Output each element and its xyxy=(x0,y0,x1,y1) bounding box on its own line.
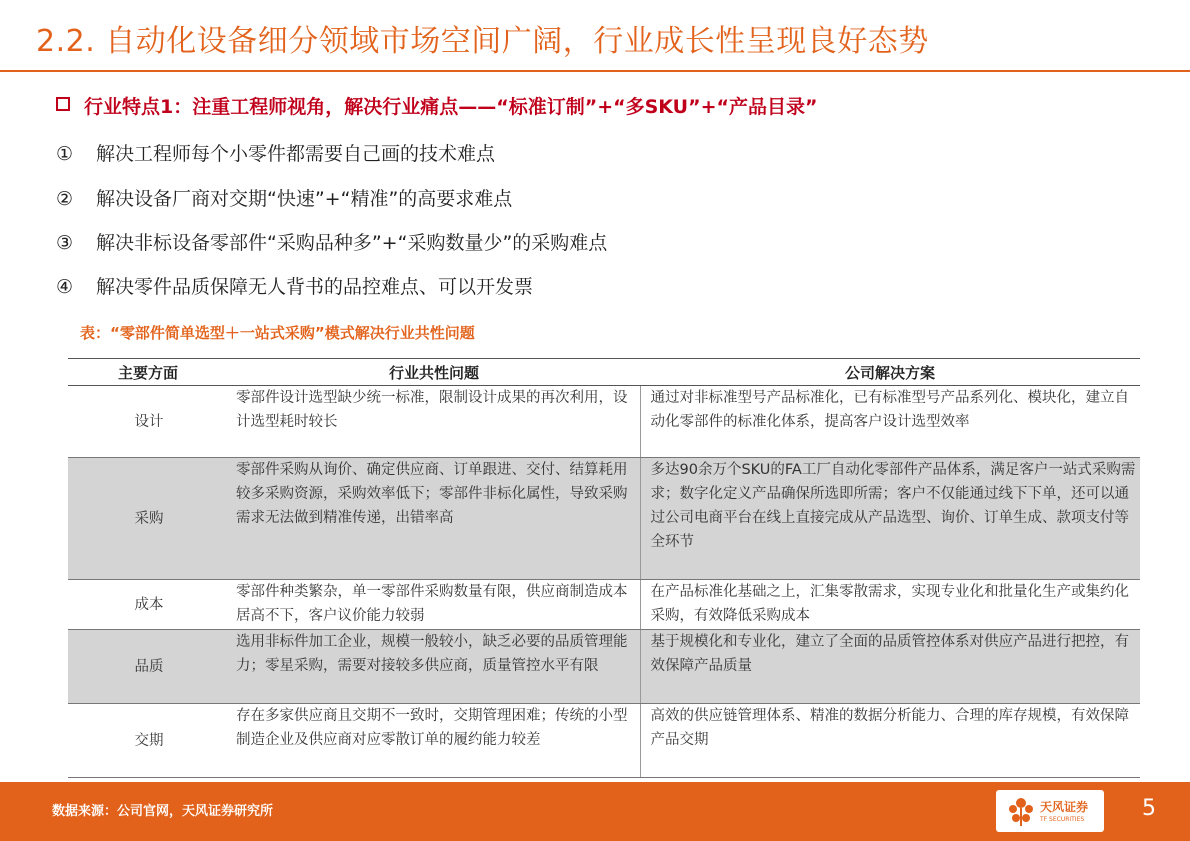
row-issue: 零部件设计选型缺少统一标准，限制设计成果的再次利用，设计选型耗时较长 xyxy=(228,386,640,458)
flower-logo-icon xyxy=(1006,794,1036,828)
point-item xyxy=(56,139,495,166)
table-caption: 表：“零部件简单选型＋一站式采购”模式解决行业共性问题 xyxy=(80,324,475,342)
table-row xyxy=(68,386,1140,458)
feature-heading xyxy=(56,92,818,119)
point-text: 解决工程师每个小零件都需要自己画的技术难点 xyxy=(96,143,496,165)
point-number: ③ xyxy=(56,232,74,254)
table-header-row xyxy=(68,359,1140,386)
page-number: 5 xyxy=(1142,796,1156,821)
row-aspect: 成本 xyxy=(68,580,228,630)
logo-text-en: TF SECURITIES xyxy=(1040,816,1085,823)
table-row xyxy=(68,630,1140,704)
row-issue: 存在多家供应商且交期不一致时，交期管理困难；传统的小型制造企业及供应商对应零散订单的履约能力较差 xyxy=(228,704,640,778)
row-issue: 零部件采购从询价、确定供应商、订单跟进、交付、结算耗用较多采购资源，采购效率低下；零部件非标化属性，导致采购需求无法做到精准传递，出错率高 xyxy=(228,458,640,580)
row-solution: 多达90余万个SKU的FA工厂自动化零部件产品体系，满足客户一站式采购需求；数字化定义产品确保所选即所需；客户不仅能通过线下下单，还可以通过公司电商平台在线上直接完成从产品选型、询价、订单生成、款项支付等全环节 xyxy=(640,458,1140,580)
data-source: 数据来源：公司官网，天风证券研究所 xyxy=(52,804,274,819)
point-text: 解决零件品质保障无人背书的品控难点、可以开发票 xyxy=(96,276,534,298)
point-item xyxy=(56,228,607,255)
footer-bar xyxy=(0,782,1190,841)
point-text: 解决设备厂商对交期“快速”+“精准”的高要求难点 xyxy=(96,188,513,210)
point-number: ④ xyxy=(56,276,74,298)
title-divider xyxy=(0,70,1190,72)
row-aspect: 交期 xyxy=(68,704,228,778)
row-aspect: 采购 xyxy=(68,458,228,580)
header-solution: 公司解决方案 xyxy=(640,359,1140,386)
solutions-table xyxy=(68,358,1140,778)
point-text: 解决非标设备零部件“采购品种多”+“采购数量少”的采购难点 xyxy=(96,232,608,254)
row-solution: 通过对非标准型号产品标准化，已有标准型号产品系列化、模块化，建立自动化零部件的标准化体系，提高客户设计选型效率 xyxy=(640,386,1140,458)
row-aspect: 设计 xyxy=(68,386,228,458)
logo-text-cn: 天风证券 xyxy=(1040,800,1089,814)
company-logo xyxy=(996,790,1104,832)
table-row xyxy=(68,704,1140,778)
row-solution: 高效的供应链管理体系、精准的数据分析能力、合理的库存规模，有效保障产品交期 xyxy=(640,704,1140,778)
header-aspect: 主要方面 xyxy=(68,359,228,386)
square-bullet-icon xyxy=(56,97,70,111)
row-solution: 基于规模化和专业化，建立了全面的品质管控体系对供应产品进行把控，有效保障产品质量 xyxy=(640,630,1140,704)
row-solution: 在产品标准化基础之上，汇集零散需求，实现专业化和批量化生产或集约化采购，有效降低采购成本 xyxy=(640,580,1140,630)
table-row xyxy=(68,458,1140,580)
row-issue: 零部件种类繁杂，单一零部件采购数量有限，供应商制造成本居高不下，客户议价能力较弱 xyxy=(228,580,640,630)
feature-heading-text: 行业特点1：注重工程师视角，解决行业痛点——“标准订制”+“多SKU”+“产品目录” xyxy=(84,96,818,118)
row-issue: 选用非标件加工企业，规模一般较小，缺乏必要的品质管理能力；零星采购，需要对接较多供应商，质量管控水平有限 xyxy=(228,630,640,704)
page-title: 2.2. 自动化设备细分领域市场空间广阔，行业成长性呈现良好态势 xyxy=(36,24,929,59)
row-aspect: 品质 xyxy=(68,630,228,704)
point-item xyxy=(56,184,512,211)
point-number: ② xyxy=(56,188,74,210)
point-number: ① xyxy=(56,143,74,165)
header-issue: 行业共性问题 xyxy=(228,359,640,386)
point-item xyxy=(56,272,533,299)
table-row xyxy=(68,580,1140,630)
